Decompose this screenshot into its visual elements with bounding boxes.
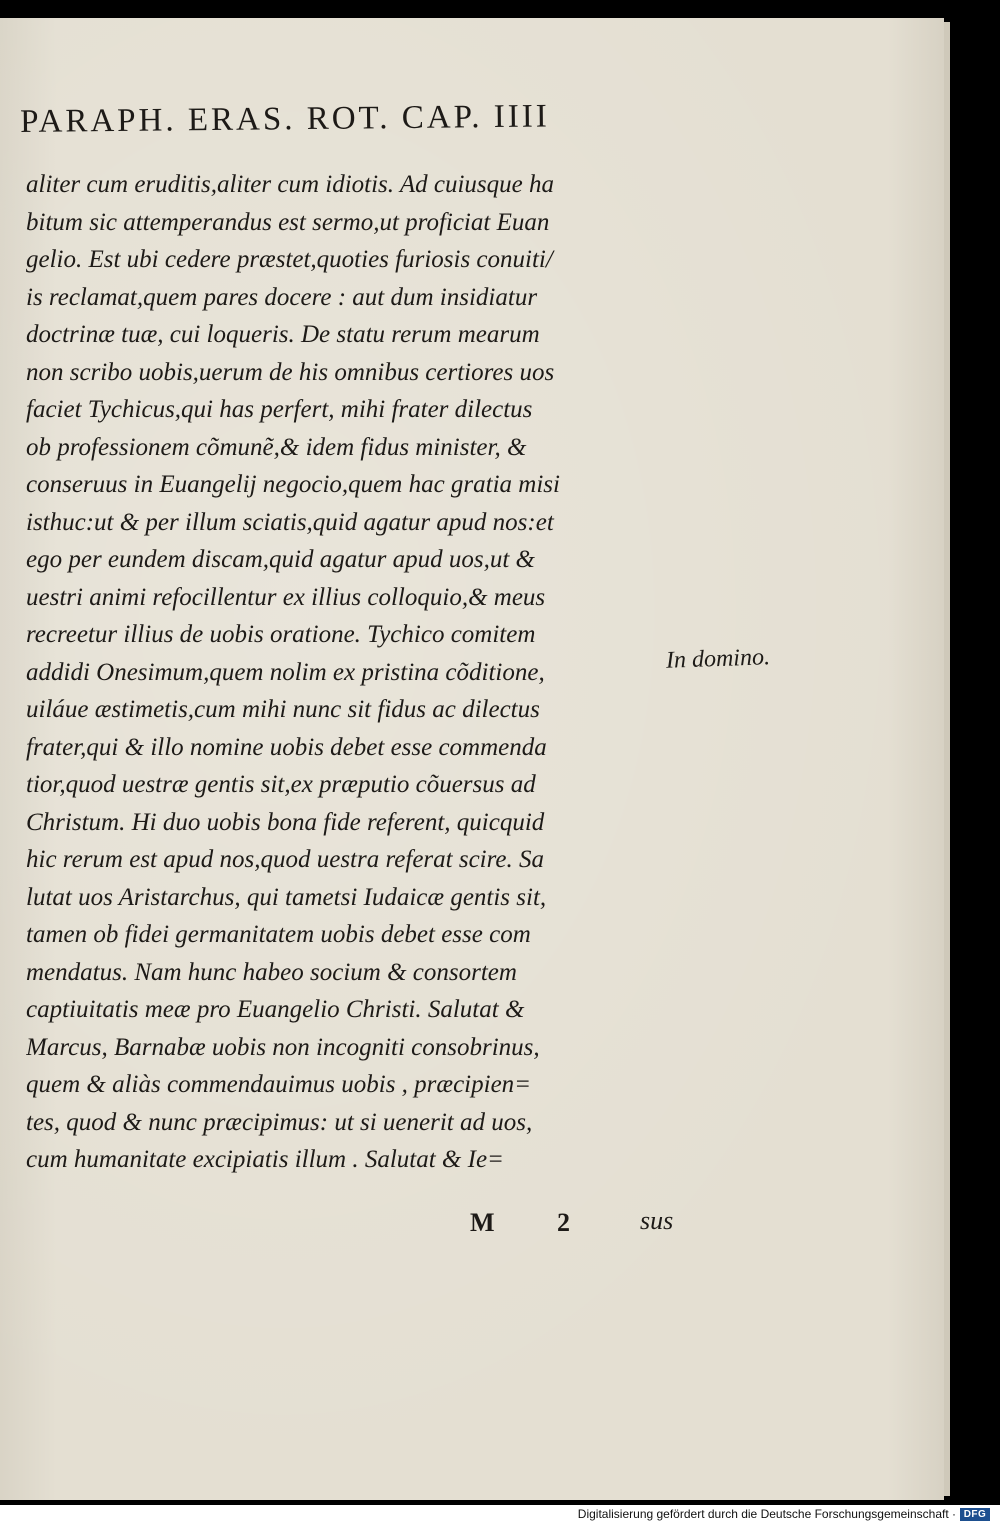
- text-line: tes, quod & nunc præcipimus: ut si uenerit ad uos,: [26, 1108, 533, 1136]
- text-line: lutat uos Aristarchus, qui tametsi Iudaicæ gentis sit,: [26, 883, 547, 911]
- text-line: quem & aliàs commendauimus uobis , præcipien=: [26, 1071, 532, 1098]
- text-line: addidi Onesimum,quem nolim ex pristina cõditione,: [26, 658, 545, 686]
- text-line: Marcus, Barnabæ uobis non incogniti consobrinus,: [26, 1033, 540, 1061]
- text-line: ob professionem cõmunẽ,& idem fidus minister, &: [26, 433, 527, 461]
- margin-note: In domino.: [665, 644, 771, 674]
- text-line: cum humanitate excipiatis illum . Salutat & Ie=: [26, 1146, 504, 1173]
- catchword: sus: [640, 1206, 674, 1235]
- text-line: tior,quod uestræ gentis sit,ex præputio cõuersus ad: [26, 771, 536, 798]
- text-line: conseruus in Euangelij negocio,quem hac gratia misi: [26, 471, 560, 498]
- footer-credit: Digitalisierung gefördert durch die Deutsche Forschungsgemeinschaft ·: [577, 1507, 956, 1521]
- text-line: gelio. Est ubi cedere præstet,quoties furiosis conuiti/: [26, 246, 553, 273]
- text-line: doctrinæ tuæ, cui loqueris. De statu rerum mearum: [26, 321, 540, 348]
- text-line: hic rerum est apud nos,quod uestra referat scire. Sa: [26, 846, 545, 873]
- text-line: ego per eundem discam,quid agatur apud uos,ut &: [26, 546, 535, 573]
- running-head: PARAPH. ERAS. ROT. CAP. IIII: [20, 98, 550, 140]
- text-line: aliter cum eruditis,aliter cum idiotis. Ad cuiusque ha: [26, 171, 554, 198]
- text-line: is reclamat,quem pares docere : aut dum insidiatur: [26, 283, 538, 311]
- body-text: [26, 166, 666, 1179]
- dfg-logo-icon: DFG: [960, 1508, 990, 1521]
- book-page: [0, 18, 944, 1500]
- text-line: Christum. Hi duo uobis bona fide referent, quicquid: [26, 808, 545, 836]
- page-edge: [944, 22, 950, 1496]
- signature-mark: M 2: [470, 1208, 599, 1237]
- text-line: frater,qui & illo nomine uobis debet esse commenda: [26, 733, 547, 761]
- text-line: faciet Tychicus,qui has perfert, mihi frater dilectus: [26, 396, 533, 423]
- text-line: uestri animi refocillentur ex illius colloquio,& meus: [26, 583, 546, 611]
- text-line: recreetur illius de uobis oratione. Tychico comitem: [26, 621, 536, 648]
- text-line: non scribo uobis,uerum de his omnibus certiores uos: [26, 358, 555, 386]
- text-line: isthuc:ut & per illum sciatis,quid agatur apud nos:et: [26, 508, 554, 536]
- text-line: tamen ob fidei germanitatem uobis debet esse com: [26, 921, 531, 948]
- text-line: captiuitatis meæ pro Euangelio Christi. Salutat &: [26, 996, 525, 1023]
- text-line: uiláue æstimetis,cum mihi nunc sit fidus ac dilectus: [26, 696, 540, 723]
- text-line: bitum sic attemperandus est sermo,ut proficiat Euan: [26, 208, 550, 236]
- text-line: mendatus. Nam hunc habeo socium & consortem: [26, 958, 517, 986]
- footer-bar: [0, 1505, 1000, 1524]
